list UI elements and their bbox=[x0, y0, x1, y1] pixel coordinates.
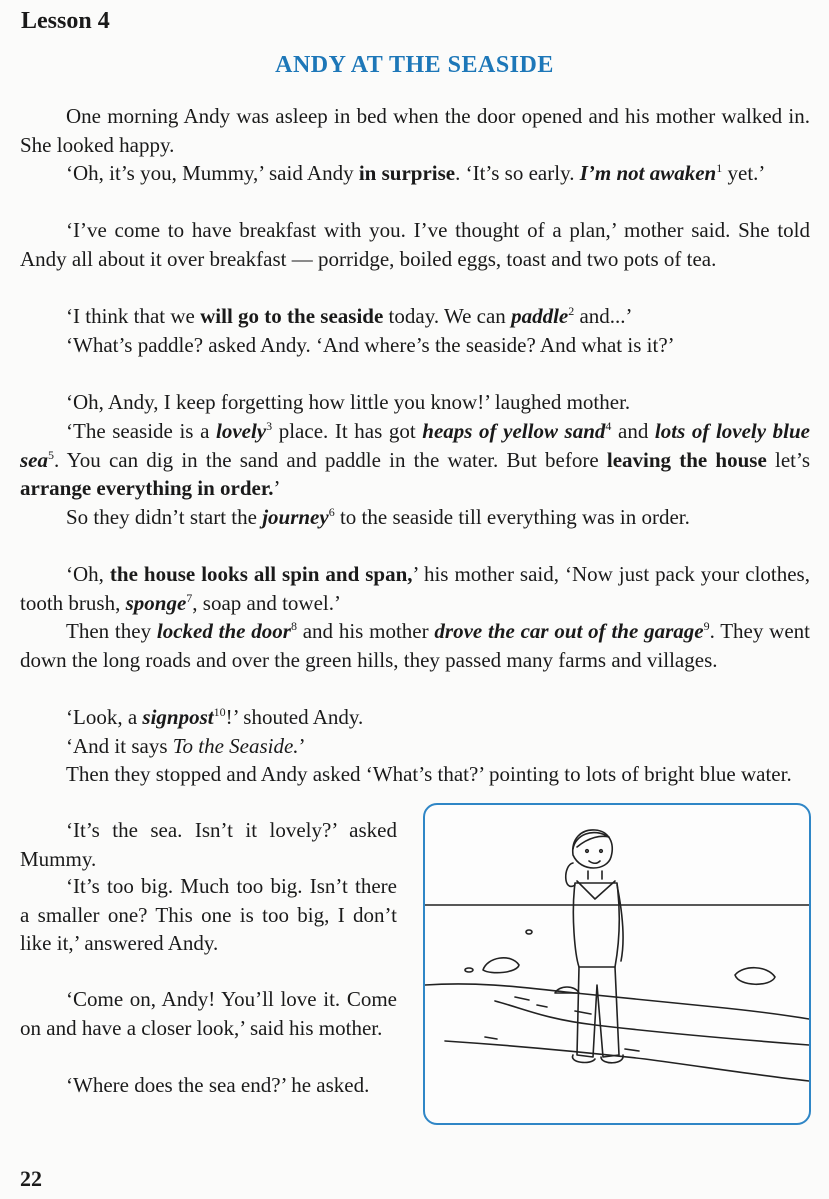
paragraph bbox=[20, 417, 810, 503]
text-run: ‘Oh, bbox=[66, 562, 110, 586]
paragraph bbox=[20, 872, 397, 958]
emphasis-text: 7 bbox=[186, 590, 193, 605]
text-run: Then they stopped and Andy asked ‘What’s that?’ pointing to lots of bright blue water. bbox=[66, 762, 792, 786]
paragraph bbox=[20, 617, 810, 674]
emphasis-text: 9 bbox=[703, 619, 710, 633]
emphasis-text: leaving the house bbox=[606, 447, 767, 472]
emphasis-text: in surprise bbox=[358, 161, 456, 185]
paragraph bbox=[20, 985, 397, 1042]
text-run: . ‘It’s so early. bbox=[455, 161, 580, 185]
paragraph bbox=[20, 159, 810, 188]
illustration-frame bbox=[423, 803, 811, 1125]
text-run: , soap and towel.’ bbox=[192, 590, 341, 615]
emphasis-text: drove the car out of the garage bbox=[434, 619, 704, 643]
text-run: ‘It’s the sea. Isn’t it lovely?’ asked Mummy. bbox=[20, 818, 397, 871]
text-run: and his mother bbox=[296, 619, 435, 643]
emphasis-text: paddle bbox=[511, 304, 569, 328]
paragraph bbox=[20, 331, 810, 360]
emphasis-text: lots of lovely blue sea bbox=[20, 419, 810, 472]
emphasis-text: sponge bbox=[125, 590, 187, 615]
emphasis-text: 5 bbox=[48, 447, 54, 462]
paragraph bbox=[20, 760, 810, 789]
text-run: and bbox=[611, 419, 655, 443]
emphasis-text: I’m not awaken bbox=[579, 161, 717, 185]
paragraph bbox=[20, 560, 810, 617]
text-run: today. We can bbox=[383, 304, 512, 328]
boy-at-seaside-illustration bbox=[425, 805, 809, 1123]
page-number: 22 bbox=[20, 1166, 42, 1191]
emphasis-text: 1 bbox=[716, 161, 723, 175]
text-run: ‘Where does the sea end?’ he asked. bbox=[66, 1073, 370, 1097]
lesson-label: Lesson 4 bbox=[21, 8, 110, 34]
text-run: ‘Come on, Andy! You’ll love it. Come on and have a closer look,’ said his mother. bbox=[20, 987, 397, 1040]
emphasis-text: 4 bbox=[605, 419, 612, 433]
paragraph bbox=[20, 388, 810, 417]
text-run: and...’ bbox=[574, 304, 633, 328]
text-run: ‘And it says bbox=[66, 734, 173, 758]
text-run: let’s bbox=[766, 447, 810, 472]
text-run: . They went down the long roads and over the green hills, they passed many farms and villages. bbox=[20, 619, 810, 672]
text-run: ‘The seaside is a bbox=[66, 419, 216, 443]
text-run: ‘I’ve come to have breakfast with you. I’ve thought of a plan,’ mother said. She told Andy all about it over breakfast — porridge, boiled eggs, toast and two pots of tea. bbox=[20, 218, 810, 271]
text-run: ‘I think that we bbox=[66, 304, 201, 328]
emphasis-text: locked the door bbox=[156, 619, 291, 643]
paragraph bbox=[20, 816, 397, 873]
text-run: !’ shouted Andy. bbox=[225, 705, 364, 729]
paragraph bbox=[20, 302, 810, 331]
text-run: yet.’ bbox=[722, 161, 766, 185]
text-run: ‘Oh, it’s you, Mummy,’ said Andy bbox=[66, 161, 359, 185]
emphasis-text: signpost bbox=[142, 705, 214, 729]
text-run: to the seaside till everything was in order. bbox=[334, 505, 690, 529]
text-run: Then they bbox=[66, 619, 157, 643]
emphasis-text: will go to the seaside bbox=[200, 304, 384, 328]
text-run: One morning Andy was asleep in bed when the door opened and his mother walked in. She looked happy. bbox=[20, 104, 810, 157]
paragraph bbox=[20, 703, 810, 732]
paragraph bbox=[20, 1071, 397, 1100]
emphasis-text: 6 bbox=[328, 505, 335, 519]
text-run: So they didn’t start the bbox=[66, 505, 263, 529]
paragraph bbox=[20, 216, 810, 273]
paragraph bbox=[20, 102, 810, 159]
text-run: ‘It’s too big. Much too big. Isn’t there a smaller one? This one is too big, I don’t like it,’ answered Andy. bbox=[20, 874, 397, 956]
emphasis-text: arrange everything in order. bbox=[20, 476, 274, 501]
emphasis-text: 8 bbox=[290, 619, 297, 633]
emphasis-text: journey bbox=[262, 505, 329, 529]
emphasis-text: To the Seaside. bbox=[172, 734, 299, 758]
text-run: ’ bbox=[273, 476, 281, 501]
emphasis-text: 10 bbox=[213, 705, 226, 719]
page-title: ANDY AT THE SEASIDE bbox=[275, 52, 554, 78]
text-run: ’ his mother said, ‘Now just pack your clothes, tooth brush, bbox=[20, 562, 810, 615]
emphasis-text: 2 bbox=[568, 304, 575, 318]
paragraph bbox=[20, 503, 810, 532]
text-run: ’ bbox=[298, 734, 306, 758]
emphasis-text: heaps of yellow sand bbox=[422, 419, 606, 443]
text-run: ‘Oh, Andy, I keep forgetting how little you know!’ laughed mother. bbox=[66, 390, 631, 414]
emphasis-text: 3 bbox=[266, 419, 273, 433]
text-run: ‘What’s paddle? asked Andy. ‘And where’s the seaside? And what is it?’ bbox=[66, 333, 675, 357]
text-run: . You can dig in the sand and paddle in the water. But before bbox=[54, 447, 607, 472]
text-run: ‘Look, a bbox=[66, 705, 143, 729]
text-run: place. It has got bbox=[272, 419, 423, 443]
emphasis-text: lovely bbox=[215, 419, 267, 443]
paragraph bbox=[20, 732, 810, 761]
emphasis-text: the house looks all spin and span, bbox=[109, 562, 413, 586]
